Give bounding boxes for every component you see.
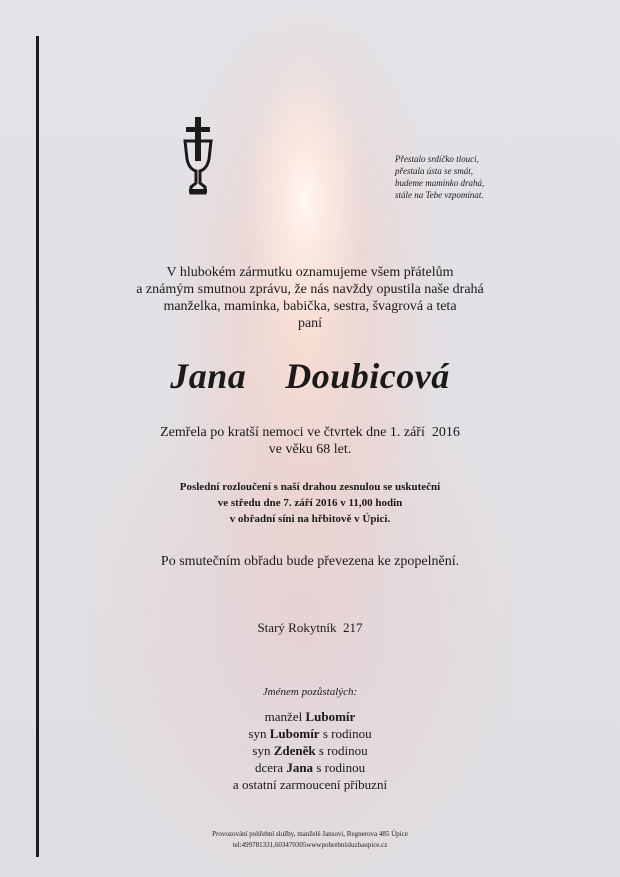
mourner-relation: syn	[248, 726, 270, 741]
poem-verse	[395, 153, 565, 201]
poem-line: přestala ústa se smát,	[395, 166, 474, 176]
announcement-line: manželka, maminka, babička, sestra, švagrová a teta	[163, 299, 457, 314]
poem-line: budeme maminko drahá,	[395, 178, 485, 188]
cremation-note: Po smutečním obřadu bude převezena ke zpopelnění.	[160, 554, 460, 569]
mourner-relation: dcera	[254, 760, 287, 775]
mourner-row	[0, 725, 620, 742]
mourners-title: Jménem pozůstalých:	[262, 686, 358, 698]
mourner-name: Lubomír	[305, 709, 356, 724]
mourner-suffix: s rodinou	[319, 726, 372, 741]
mourner-name: Zdeněk	[273, 743, 316, 758]
mourner-row	[0, 759, 620, 776]
mourner-relation: syn	[252, 743, 274, 758]
mourner-suffix: s rodinou	[315, 743, 368, 758]
farewell-line: ve středu dne 7. září 2016 v 11,00 hodin	[217, 497, 403, 509]
farewell-info	[0, 479, 620, 527]
mourner-row	[0, 708, 620, 725]
mourner-suffix: s rodinou	[313, 760, 366, 775]
announcement-line: a známým smutnou zprávu, že nás navždy opustila naše drahá	[136, 282, 484, 297]
deceased-name: Jana Doubicová	[170, 356, 450, 396]
death-info	[0, 424, 620, 458]
cross-chalice-icon	[183, 117, 213, 195]
announcement-line: V hlubokém zármutku oznamujeme všem přátelům	[166, 265, 454, 280]
announcement-text	[0, 264, 620, 332]
funeral-service-footer	[0, 829, 620, 851]
death-line: ve věku 68 let.	[268, 442, 352, 457]
address: Starý Rokytník 217	[257, 620, 363, 635]
death-line: Zemřela po kratší nemoci ve čtvrtek dne 1. září 2016	[160, 425, 460, 440]
poem-line: Přestalo srdíčko tlouci,	[395, 154, 479, 164]
poem-line: stále na Tebe vzpomínat.	[395, 190, 484, 200]
announcement-line: paní	[297, 316, 323, 331]
mourner-relation: manžel	[264, 709, 306, 724]
mourners-list	[0, 708, 620, 793]
footer-line: Provozování pohřební služby, manželé Jansovi, Regnerova 485 Úpice	[212, 830, 408, 838]
mourner-name: Lubomír	[269, 726, 320, 741]
farewell-line: Poslední rozloučení s naší drahou zesnulou se uskuteční	[179, 481, 441, 493]
footer-line: tel:499781331,603470305wwwpohrebnisluzbaupice.cz	[232, 841, 388, 849]
mourner-row	[0, 742, 620, 759]
mourner-row-others: a ostatní zarmoucení příbuzní	[232, 777, 388, 792]
mourner-name: Jana	[286, 760, 314, 775]
farewell-line: v obřadní síni na hřbitově v Úpici.	[229, 513, 391, 525]
